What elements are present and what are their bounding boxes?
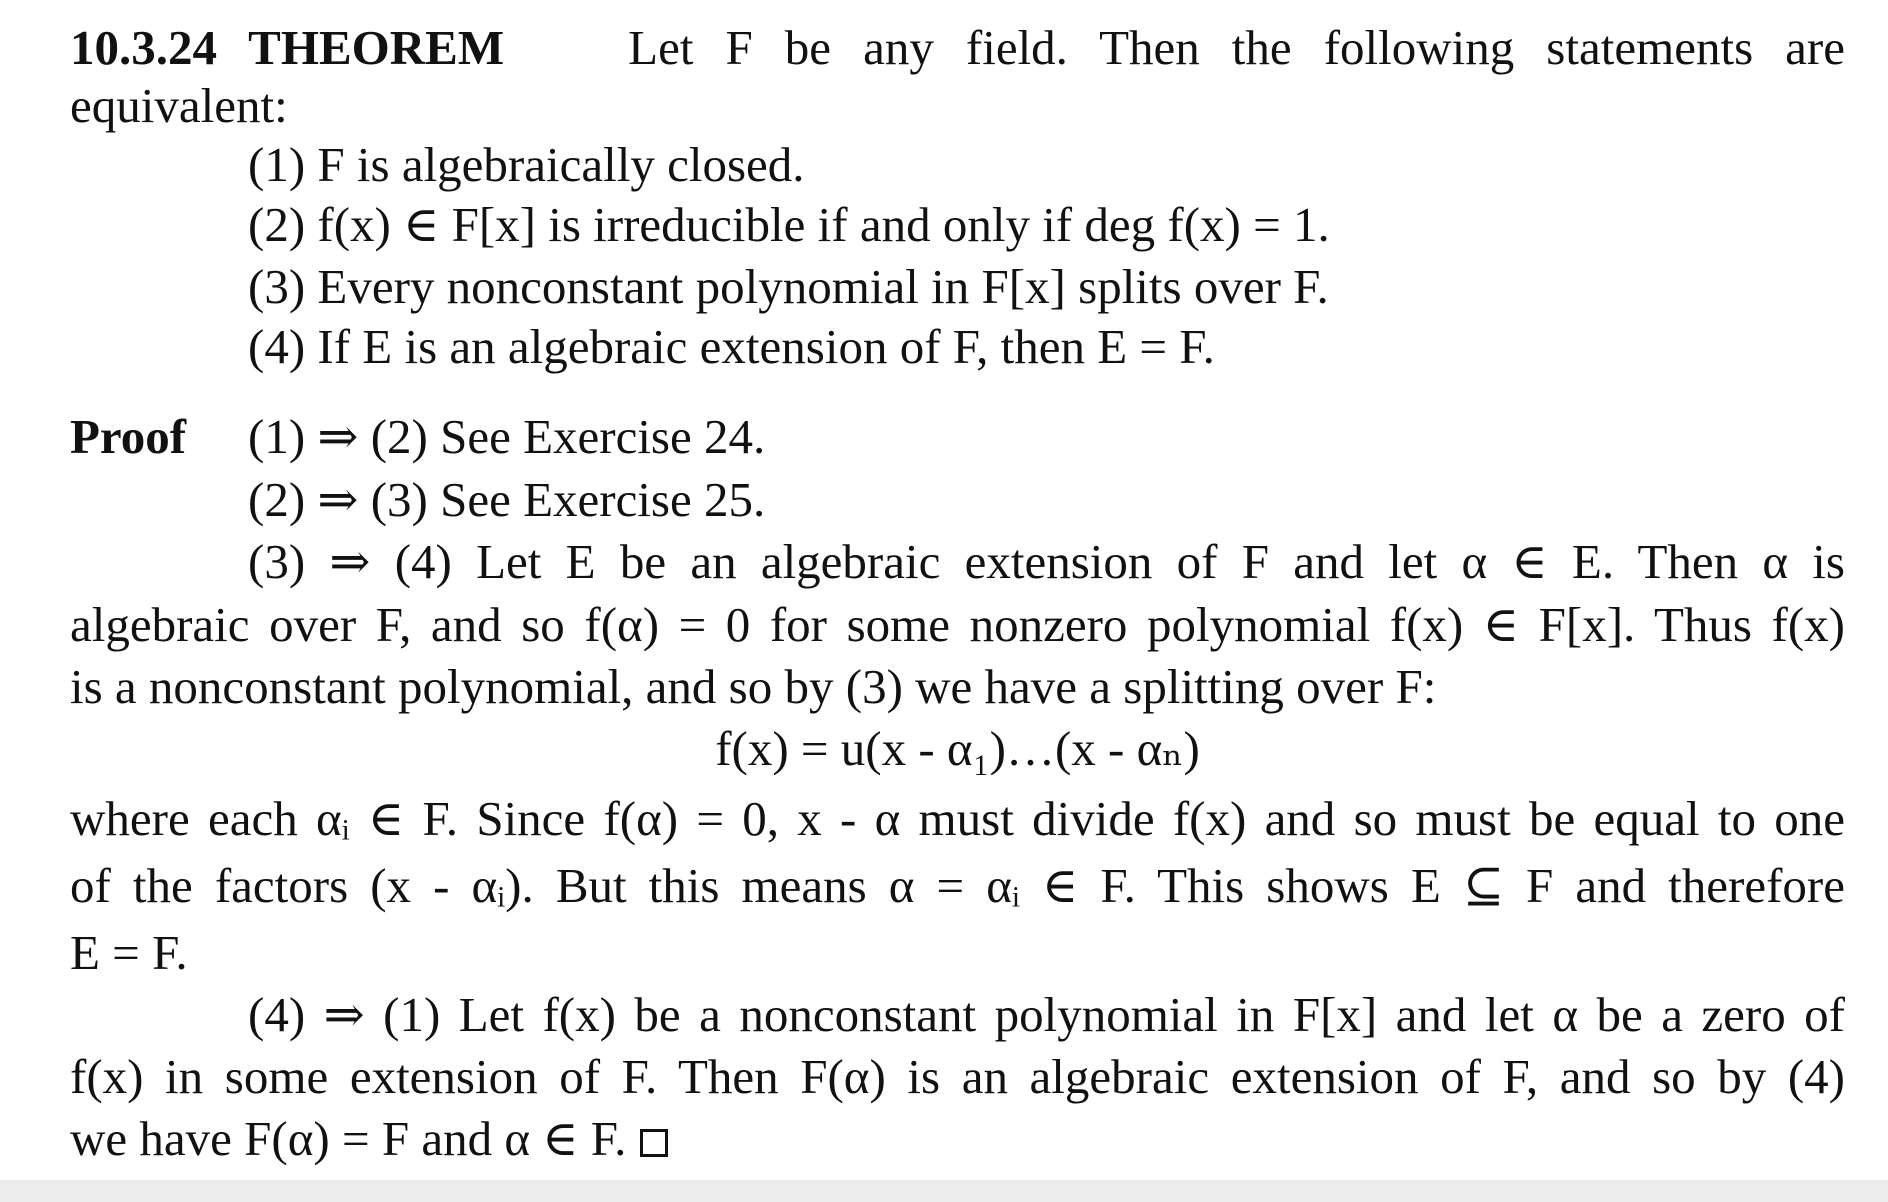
proof-step-3-line-2: algebraic over F, and so f(α) = 0 for some nonzero polynomial f(x) ∈ F[x]. Thus f(x) [70,597,1845,652]
proof-step-2: (2) ⇒ (3) See Exercise 25. [248,472,766,527]
theorem-statement-line2: equivalent: [70,78,288,133]
proof-step-3-cont-line-1: where each αᵢ ∈ F. Since f(α) = 0, x - α must divide f(x) and so must be equal to one [70,791,1845,846]
page-bottom-edge [0,1180,1888,1202]
proof-step-3-cont-line-3: E = F. [70,925,188,980]
proof-step-4-line-3-text: we have F(α) = F and α ∈ F. [70,1111,627,1166]
theorem-item-2: (2) f(x) ∈ F[x] is irreducible if and only if deg f(x) = 1. [248,197,1330,252]
theorem-label: 10.3.24 THEOREM [70,20,505,75]
proof-step-4-line-3 [70,1108,1845,1170]
theorem-first-line [70,17,1845,79]
proof-step-4-line-1: (4) ⇒ (1) Let f(x) be a nonconstant polynomial in F[x] and let α be a zero of [248,987,1845,1042]
theorem-item-4: (4) If E is an algebraic extension of F, then E = F. [248,319,1215,374]
proof-step-1: (1) ⇒ (2) See Exercise 24. [248,409,766,464]
proof-step-3-line-3: is a nonconstant polynomial, and so by (3) we have a splitting over F: [70,659,1437,714]
proof-label: Proof [70,409,187,464]
theorem-item-1: (1) F is algebraically closed. [248,137,805,192]
theorem-item-3: (3) Every nonconstant polynomial in F[x] splits over F. [248,259,1329,314]
proof-step-4-line-2: f(x) in some extension of F. Then F(α) is an algebraic extension of F, and so by (4) [70,1049,1845,1104]
qed-square-icon [640,1129,668,1157]
proof-step-3-cont-line-2: of the factors (x - αᵢ). But this means α = αᵢ ∈ F. This shows E ⊆ F and therefore [70,858,1845,913]
splitting-equation: f(x) = u(x - α₁)…(x - αₙ) [715,721,1200,776]
theorem-statement-line1: Let F be any field. Then the following statements are [628,20,1845,75]
proof-step-3-line-1: (3) ⇒ (4) Let E be an algebraic extension of F and let α ∈ E. Then α is [248,534,1845,589]
